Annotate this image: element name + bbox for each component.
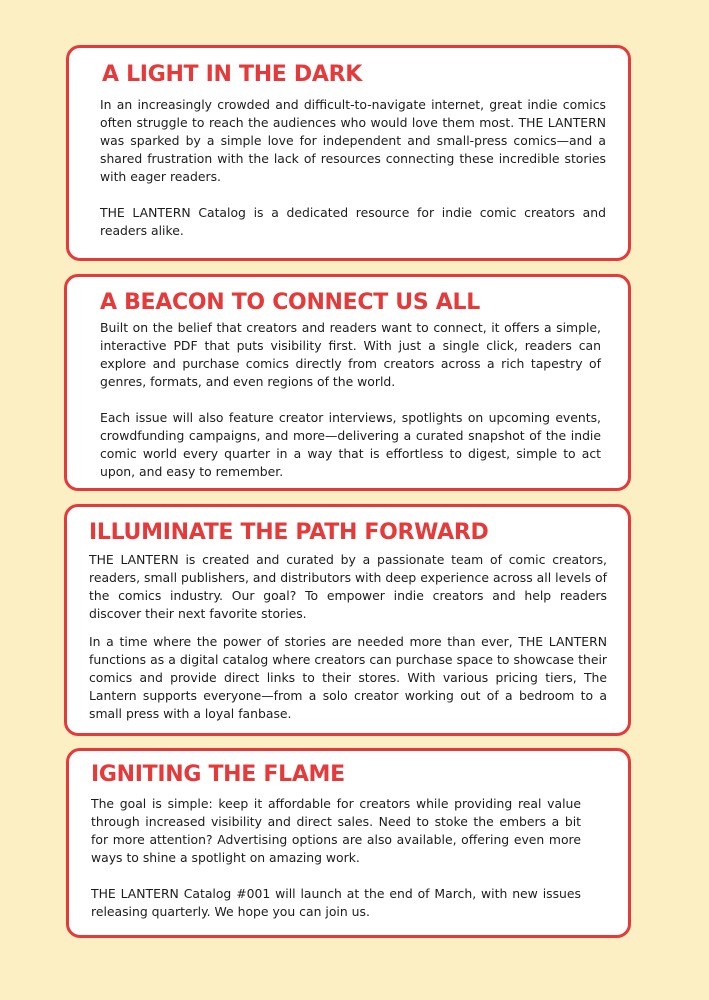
section-paragraph: In a time where the power of stories are needed more than ever, THE LANTERN functions as a digital catalog where creators can purchase space to showcase their comics and provide direct links to their stores. With various pricing tiers, The Lantern supports everyone—from a solo creator working out of a bedroom to a small press with a loyal fanbase. <box>89 634 607 721</box>
section-body <box>100 319 601 481</box>
section-paragraph: THE LANTERN Catalog #001 will launch at the end of March, with new issues releasing quarterly. We hope you can join us. <box>91 886 581 919</box>
section-card-illuminate-path <box>64 504 631 736</box>
section-title: A LIGHT IN THE DARK <box>102 62 362 87</box>
section-body <box>89 551 607 723</box>
section-paragraph: In an increasingly crowded and difficult-to-navigate internet, great indie comics often struggle to reach the audiences who would love them most. THE LANTERN was sparked by a simple love for independent and small-press comics—and a shared frustration with the lack of resources connecting these incredible stories with eager readers. <box>100 97 606 184</box>
section-title: ILLUMINATE THE PATH FORWARD <box>89 520 489 545</box>
section-card-igniting-flame <box>66 748 631 938</box>
section-paragraph: The goal is simple: keep it affordable for creators while providing real value through increased visibility and direct sales. Need to stoke the embers a bit for more attention? Advertising options are also available, offering even more ways to shine a spotlight on amazing work. <box>91 796 581 865</box>
section-paragraph: THE LANTERN Catalog is a dedicated resource for indie comic creators and readers alike. <box>100 205 606 238</box>
section-body <box>100 96 606 240</box>
section-card-light-in-the-dark <box>66 45 631 261</box>
section-card-beacon <box>64 274 631 491</box>
section-title: A BEACON TO CONNECT US ALL <box>100 290 480 315</box>
section-paragraph: Built on the belief that creators and readers want to connect, it offers a simple, interactive PDF that puts visibility first. With just a single click, readers can explore and purchase comics directly from creators across a rich tapestry of genres, formats, and even regions of the world. <box>100 320 601 389</box>
section-body <box>91 795 581 921</box>
section-paragraph: Each issue will also feature creator interviews, spotlights on upcoming events, crowdfunding campaigns, and more—delivering a curated snapshot of the indie comic world every quarter in a way that is effortless to digest, simple to act upon, and easy to remember. <box>100 410 601 479</box>
section-title: IGNITING THE FLAME <box>91 762 345 787</box>
section-paragraph: THE LANTERN is created and curated by a passionate team of comic creators, readers, small publishers, and distributors with deep experience across all levels of the comics industry. Our goal? To empower indie creators and help readers discover their next favorite stories. <box>89 552 607 621</box>
